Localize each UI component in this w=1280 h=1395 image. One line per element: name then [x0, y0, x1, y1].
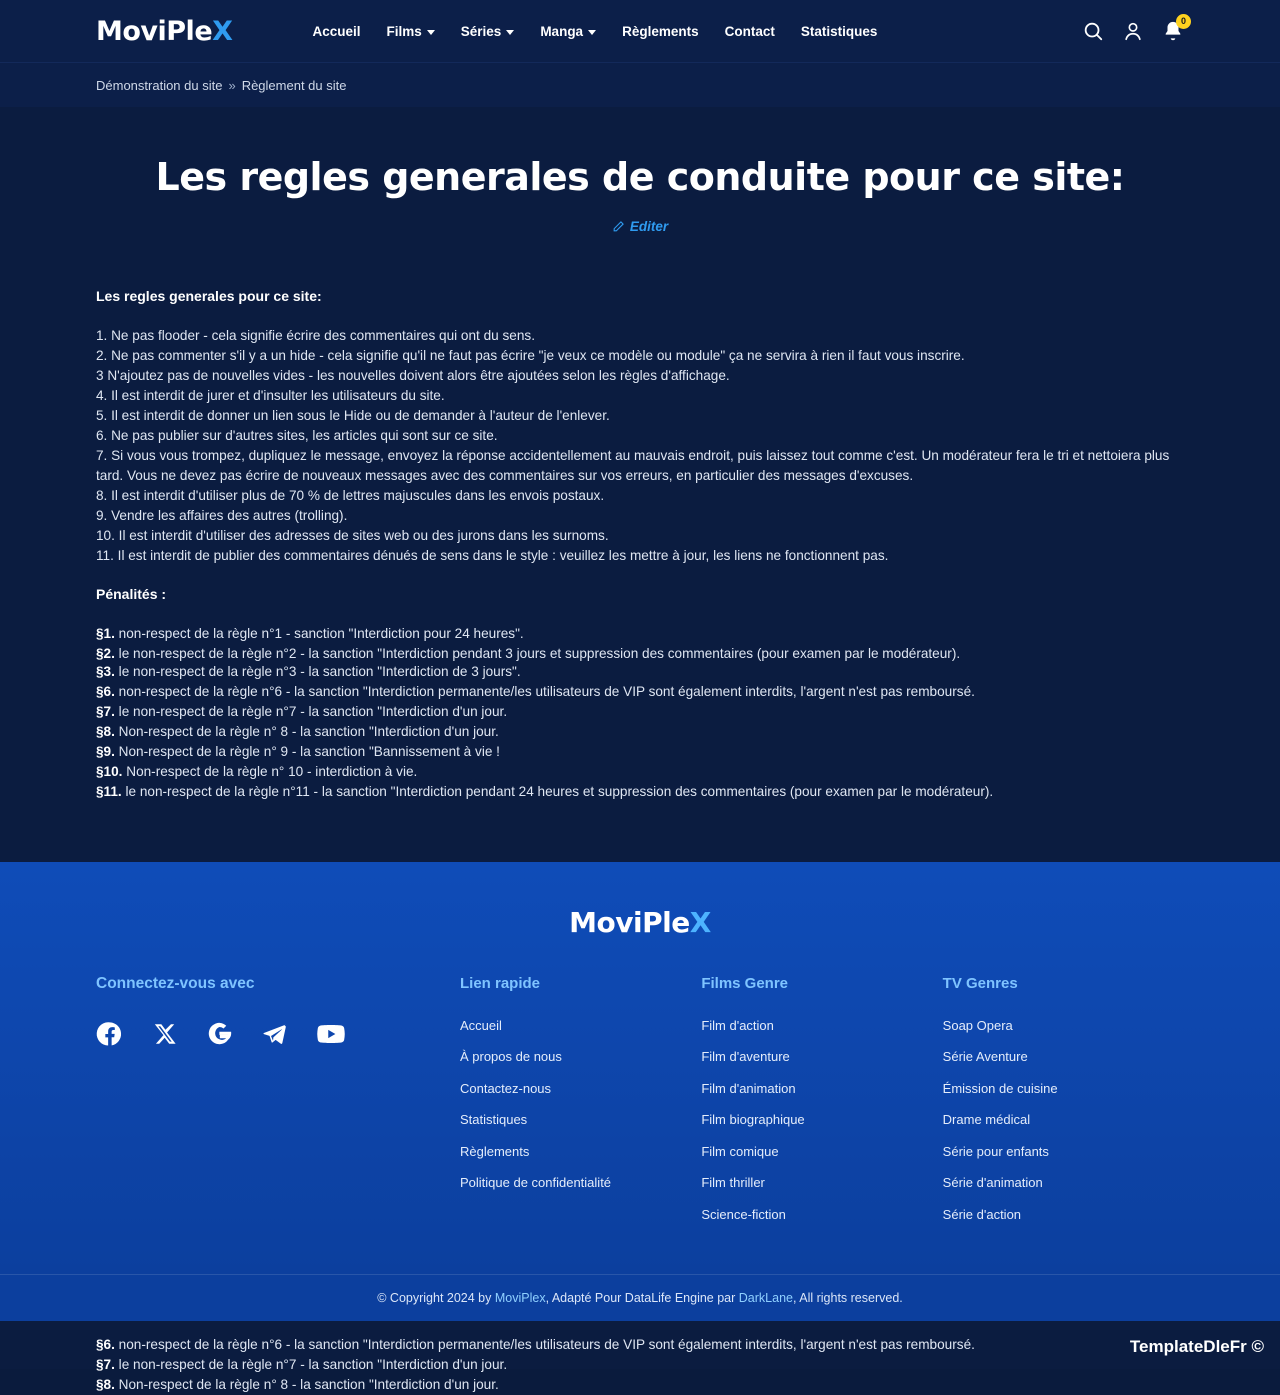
chevron-down-icon	[588, 30, 596, 35]
copyright-post: , All rights reserved.	[792, 1291, 903, 1306]
edit-button[interactable]	[612, 219, 668, 234]
rule-item: 6. Ne pas publier sur d'autres sites, les articles qui sont sur ce site.	[96, 427, 498, 443]
footer-link[interactable]: Drame médical	[942, 1112, 1031, 1128]
penalty-number: §1.	[96, 625, 115, 641]
telegram-icon[interactable]	[261, 1020, 288, 1052]
bell-icon[interactable]	[1162, 16, 1186, 42]
nav-item-series[interactable]	[461, 24, 515, 39]
rule-item: 11. Il est interdit de publier des commentaires dénués de sens dans le style : veuillez les mettre à jour, les liens ne fonctionnent pas.	[96, 547, 889, 563]
rule-item: 8. Il est interdit d'utiliser plus de 70 % de lettres majuscules dans les envois postaux.	[96, 487, 605, 503]
breadcrumb	[0, 62, 1280, 107]
footer-logo[interactable]	[96, 906, 1184, 939]
penalty-number: §8.	[96, 723, 115, 739]
footer-link[interactable]: Soap Opera	[942, 1017, 1013, 1033]
social-icons	[96, 1019, 460, 1054]
logo-accent: X	[212, 15, 233, 47]
social-title: Connectez-vous avec	[96, 974, 255, 992]
footer-link[interactable]: Émission de cuisine	[942, 1080, 1058, 1096]
nav-item-contact[interactable]	[725, 24, 775, 39]
footer-link[interactable]: Film biographique	[701, 1112, 805, 1128]
footer-column-films-genre	[701, 975, 942, 1239]
user-icon[interactable]	[1122, 20, 1144, 42]
breadcrumb-separator: »	[228, 77, 236, 93]
edit-row	[96, 219, 1184, 238]
penalty-number: §3.	[96, 663, 115, 679]
rules-section-heading: Les regles generales pour ce site:	[96, 287, 322, 304]
penalty-item	[96, 1335, 1184, 1355]
pencil-icon	[612, 220, 625, 233]
nav-label: Films	[386, 23, 422, 39]
footer-link-list	[701, 1018, 942, 1222]
rule-item: 1. Ne pas flooder - cela signifie écrire des commentaires qui ont du sens.	[96, 327, 535, 343]
x-twitter-icon[interactable]	[152, 1021, 178, 1052]
penalty-number: §11.	[96, 783, 122, 799]
penalty-text: le non-respect de la règle n°2 - la sanction "Interdiction pendant 3 jours et suppression des commentaires (pour examen par le modérateur).	[114, 645, 961, 661]
footer-link[interactable]: Film thriller	[701, 1175, 765, 1191]
footer-link[interactable]: À propos de nous	[459, 1049, 562, 1065]
penalty-text: le non-respect de la règle n°7 - la sanction "Interdiction d'un jour.	[114, 1357, 508, 1373]
footer-link[interactable]: Science-fiction	[701, 1206, 786, 1222]
chevron-down-icon	[427, 30, 435, 35]
footer-link[interactable]: Accueil	[459, 1017, 502, 1033]
notification-count-badge: 0	[1176, 14, 1191, 29]
footer-logo-accent: X	[689, 905, 711, 939]
nav-label: Statistiques	[800, 23, 878, 39]
rule-item: 3 N'ajoutez pas de nouvelles vides - les nouvelles doivent alors être ajoutées selon les règles d'affichage.	[96, 367, 730, 383]
penalty-number: §2.	[96, 645, 115, 661]
copyright-bar	[0, 1274, 1280, 1321]
main-content	[0, 107, 1280, 862]
copyright-mid: , Adapté Pour DataLife Engine par	[545, 1291, 739, 1306]
breadcrumb-home-link[interactable]: Démonstration du site	[96, 77, 223, 93]
watermark: TemplateDleFr ©	[1129, 1337, 1264, 1357]
google-icon[interactable]	[206, 1020, 233, 1052]
penalty-item	[96, 782, 1184, 802]
footer-logo-text: MoviPle	[569, 905, 690, 939]
footer-link-list	[460, 1018, 701, 1191]
chevron-down-icon	[506, 30, 514, 35]
penalty-text: le non-respect de la règle n°11 - la sanction "Interdiction pendant 24 heures et suppression des commentaires (pour examen par le modérateur).	[121, 783, 994, 799]
footer-link[interactable]: Statistiques	[459, 1112, 528, 1128]
facebook-icon[interactable]	[96, 1020, 124, 1053]
rule-item: 9. Vendre les affaires des autres (trolling).	[96, 507, 348, 523]
footer-link[interactable]: Série d'action	[942, 1206, 1022, 1222]
footer-column-title: Lien rapide	[459, 974, 541, 992]
search-icon[interactable]	[1082, 20, 1104, 42]
penalty-text: Non-respect de la règle n° 10 - interdiction à vie.	[122, 763, 418, 779]
nav-item-manga[interactable]	[540, 24, 596, 39]
penalty-text: Non-respect de la règle n° 8 - la sanction "Interdiction d'un jour.	[114, 723, 499, 739]
penalty-number: §7.	[96, 1357, 115, 1373]
footer-link[interactable]: Politique de confidentialité	[459, 1175, 612, 1191]
youtube-icon[interactable]	[316, 1019, 346, 1054]
rules-article	[96, 288, 1184, 802]
header-actions	[1082, 16, 1186, 42]
penalty-item	[96, 624, 1184, 644]
penalty-text: Non-respect de la règle n° 9 - la sanction "Bannissement à vie !	[114, 743, 500, 759]
penalty-item	[96, 1355, 1184, 1375]
nav-label: Accueil	[312, 23, 361, 39]
nav-label: Manga	[540, 23, 584, 39]
copyright-brand-link[interactable]: MoviPlex	[494, 1291, 546, 1306]
penalty-number: §6.	[96, 683, 115, 699]
page-title: Les regles generales de conduite pour ce site:	[155, 155, 1125, 199]
rule-item: 7. Si vous vous trompez, dupliquez le message, envoyez la réponse accidentellement au mauvais endroit, puis laissez tout comme c'est. Un modérateur fera le tri et nettoiera plus tard. Vous ne devez pas écrire de nouveaux messages avec des commentaires sur vos erreurs, en particulier des messages d'excuses.	[96, 447, 1170, 483]
logo-text: MoviPle	[96, 15, 213, 47]
footer-link[interactable]: Contactez-nous	[459, 1080, 552, 1096]
copyright-author-link[interactable]: DarkLane	[738, 1291, 793, 1306]
penalty-number: §10.	[96, 763, 123, 779]
penalty-item	[96, 702, 1184, 722]
footer-link[interactable]: Règlements	[459, 1143, 530, 1159]
nav-item-reglements[interactable]	[622, 24, 699, 39]
main-nav	[312, 24, 877, 39]
penalty-item	[96, 682, 1184, 702]
penalty-number: §8.	[96, 1377, 115, 1393]
footer-columns	[96, 975, 1184, 1239]
penalty-text: Non-respect de la règle n° 8 - la sanction "Interdiction d'un jour.	[114, 1377, 499, 1393]
footer-link[interactable]: Film d'action	[701, 1017, 774, 1033]
nav-item-statistiques[interactable]	[801, 24, 878, 39]
rule-item: 4. Il est interdit de jurer et d'insulter les utilisateurs du site.	[96, 387, 445, 403]
nav-label: Règlements	[622, 23, 699, 39]
footer-link[interactable]: Série Aventure	[942, 1049, 1028, 1065]
nav-item-accueil[interactable]	[312, 24, 360, 39]
rule-item: 10. Il est interdit d'utiliser des adresses de sites web ou des jurons dans les surnoms.	[96, 527, 609, 543]
penalty-number: §9.	[96, 743, 115, 759]
penalty-number: §6.	[96, 1337, 115, 1353]
penalty-text: non-respect de la règle n°1 - sanction "Interdiction pour 24 heures".	[114, 625, 524, 641]
penalty-text: non-respect de la règle n°6 - la sanction "Interdiction permanente/les utilisateurs de VIP sont également interdits, l'argent n'est pas remboursé.	[114, 1337, 975, 1353]
nav-label: Séries	[460, 23, 502, 39]
site-logo[interactable]	[96, 16, 232, 47]
footer-column-title: TV Genres	[942, 974, 1018, 992]
footer-link[interactable]: Série d'animation	[942, 1175, 1043, 1191]
footer-link[interactable]: Série pour enfants	[942, 1143, 1049, 1159]
edit-label: Editer	[629, 218, 669, 234]
footer-link[interactable]: Film comique	[701, 1143, 779, 1159]
penalty-number: §7.	[96, 703, 115, 719]
site-footer	[0, 862, 1280, 1275]
nav-label: Contact	[724, 23, 775, 39]
rule-item: 5. Il est interdit de donner un lien sous le Hide ou de demander à l'auteur de l'enlever.	[96, 407, 610, 423]
penalty-item	[96, 742, 1184, 762]
footer-column-tv-genres	[943, 975, 1184, 1239]
penalty-item	[96, 662, 521, 682]
penalty-item	[96, 722, 1184, 742]
overflow-text-overlay	[0, 1321, 1280, 1393]
penalty-text: le non-respect de la règle n°7 - la sanction "Interdiction d'un jour.	[114, 703, 508, 719]
footer-column-title: Films Genre	[701, 974, 789, 992]
footer-column-quicklinks	[460, 975, 701, 1207]
footer-link[interactable]: Film d'animation	[701, 1080, 796, 1096]
penalty-item	[96, 762, 1184, 782]
penalty-item	[96, 644, 1184, 664]
penalty-item	[96, 1375, 1184, 1395]
penalty-item-clipped	[96, 664, 1184, 682]
footer-link-list	[943, 1018, 1184, 1222]
nav-item-films[interactable]	[387, 24, 435, 39]
footer-link[interactable]: Film d'aventure	[701, 1049, 790, 1065]
copyright-pre: © Copyright 2024 by	[377, 1291, 495, 1306]
breadcrumb-current: Règlement du site	[241, 77, 347, 93]
penalty-text: non-respect de la règle n°6 - la sanction "Interdiction permanente/les utilisateurs de VIP sont également interdits, l'argent n'est pas remboursé.	[114, 683, 975, 699]
footer-social-block	[96, 975, 460, 1054]
penalties-heading: Pénalités :	[96, 585, 167, 602]
site-header	[0, 0, 1280, 62]
penalty-text: le non-respect de la règle n°3 - la sanction "Interdiction de 3 jours".	[114, 663, 521, 679]
rule-item: 2. Ne pas commenter s'il y a un hide - cela signifie qu'il ne faut pas écrire "je veux ce modèle ou module" ça ne servira à rien il faut vous inscrire.	[96, 347, 965, 363]
